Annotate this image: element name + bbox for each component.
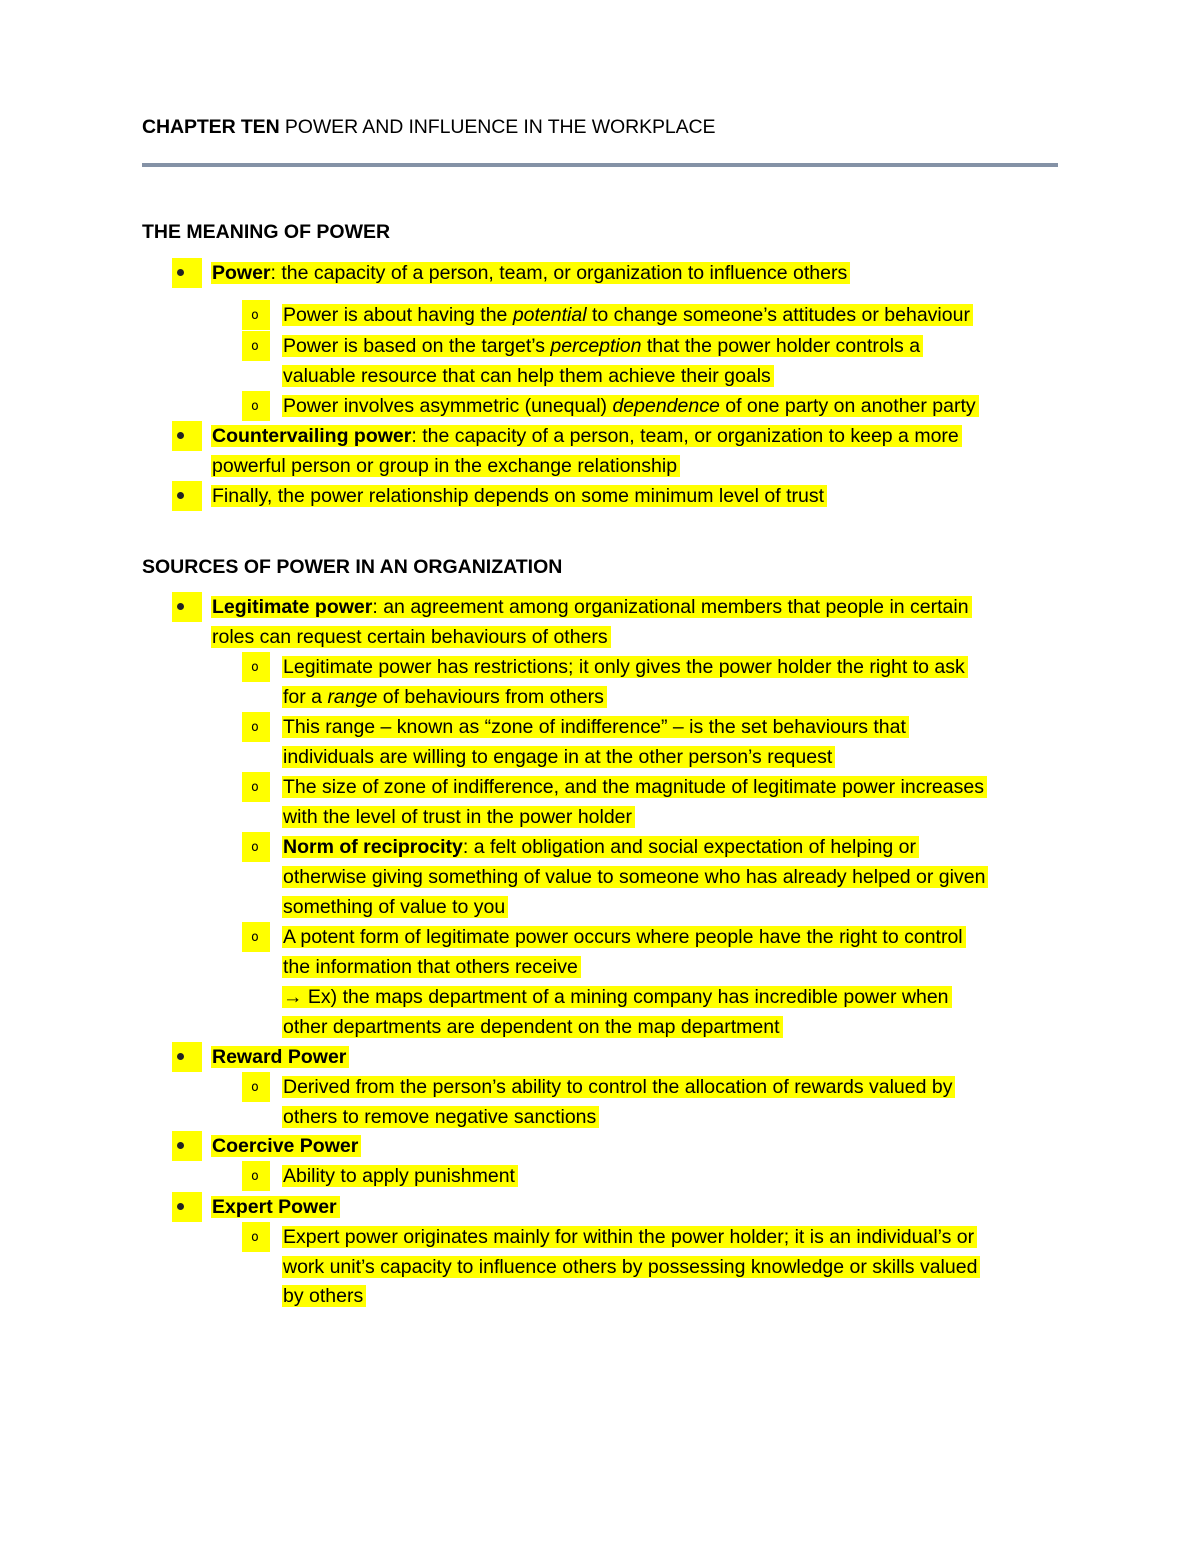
list-item-continuation: other departments are dependent on the map department bbox=[282, 1012, 783, 1042]
sub-bullet-icon: o bbox=[242, 712, 270, 742]
bullet-icon bbox=[172, 1131, 202, 1161]
list-item: Expert Power bbox=[211, 1192, 340, 1222]
bullet-icon bbox=[172, 481, 202, 511]
list-item: Derived from the person’s ability to control the allocation of rewards valued by bbox=[282, 1072, 955, 1102]
list-item-continuation: → Ex) the maps department of a mining company has incredible power when bbox=[282, 982, 952, 1012]
list-item: Finally, the power relationship depends on some minimum level of trust bbox=[211, 481, 827, 511]
bullet-icon bbox=[172, 592, 202, 622]
title-divider bbox=[142, 163, 1058, 167]
list-item-continuation: powerful person or group in the exchange relationship bbox=[211, 451, 680, 481]
list-item-continuation: work unit’s capacity to influence others by possessing knowledge or skills valued bbox=[282, 1252, 980, 1282]
sub-bullet-icon: o bbox=[242, 772, 270, 802]
list-item-continuation: something of value to you bbox=[282, 892, 508, 922]
list-item: The size of zone of indifference, and the magnitude of legitimate power increases bbox=[282, 772, 987, 802]
list-item-continuation: for a range of behaviours from others bbox=[282, 682, 607, 712]
list-item: A potent form of legitimate power occurs where people have the right to control bbox=[282, 922, 966, 952]
list-item: Coercive Power bbox=[211, 1131, 361, 1161]
sub-bullet-icon: o bbox=[242, 391, 270, 421]
list-item-continuation: otherwise giving something of value to someone who has already helped or given bbox=[282, 862, 988, 892]
list-item: Countervailing power: the capacity of a person, team, or organization to keep a more bbox=[211, 421, 962, 451]
list-item: This range – known as “zone of indifference” – is the set behaviours that bbox=[282, 712, 909, 742]
sub-bullet-icon: o bbox=[242, 652, 270, 682]
list-item: Power is about having the potential to change someone’s attitudes or behaviour bbox=[282, 300, 973, 330]
sub-bullet-icon: o bbox=[242, 300, 270, 330]
list-item: Power involves asymmetric (unequal) dependence of one party on another party bbox=[282, 391, 979, 421]
list-item-continuation: individuals are willing to engage in at the other person’s request bbox=[282, 742, 835, 772]
list-item-continuation: others to remove negative sanctions bbox=[282, 1102, 599, 1132]
sub-bullet-icon: o bbox=[242, 1222, 270, 1252]
list-item-continuation: with the level of trust in the power holder bbox=[282, 802, 635, 832]
bullet-icon bbox=[172, 1192, 202, 1222]
list-item-continuation: the information that others receive bbox=[282, 952, 581, 982]
sub-bullet-icon: o bbox=[242, 1161, 270, 1191]
list-item-continuation: roles can request certain behaviours of others bbox=[211, 622, 611, 652]
sub-bullet-icon: o bbox=[242, 1072, 270, 1102]
section-heading-meaning: THE MEANING OF POWER bbox=[142, 221, 391, 243]
sub-bullet-icon: o bbox=[242, 922, 270, 952]
list-item: Norm of reciprocity: a felt obligation and social expectation of helping or bbox=[282, 832, 919, 862]
bullet-icon bbox=[172, 258, 202, 288]
list-item: Reward Power bbox=[211, 1042, 349, 1072]
sub-bullet-icon: o bbox=[242, 832, 270, 862]
chapter-title: CHAPTER TEN POWER AND INFLUENCE IN THE WORKPLACE bbox=[142, 116, 716, 138]
bullet-icon bbox=[172, 421, 202, 451]
list-item: Legitimate power has restrictions; it only gives the power holder the right to ask bbox=[282, 652, 968, 682]
list-item-continuation: by others bbox=[282, 1281, 366, 1311]
list-item: Power is based on the target’s perception that the power holder controls a bbox=[282, 331, 923, 361]
section-heading-sources: SOURCES OF POWER IN AN ORGANIZATION bbox=[142, 556, 563, 578]
list-item-continuation: valuable resource that can help them achieve their goals bbox=[282, 361, 774, 391]
list-item: Legitimate power: an agreement among organizational members that people in certain bbox=[211, 592, 972, 622]
bullet-icon bbox=[172, 1042, 202, 1072]
list-item: Power: the capacity of a person, team, or organization to influence others bbox=[211, 258, 850, 288]
list-item: Expert power originates mainly for within the power holder; it is an individual’s or bbox=[282, 1222, 977, 1252]
list-item: Ability to apply punishment bbox=[282, 1161, 518, 1191]
sub-bullet-icon: o bbox=[242, 331, 270, 361]
